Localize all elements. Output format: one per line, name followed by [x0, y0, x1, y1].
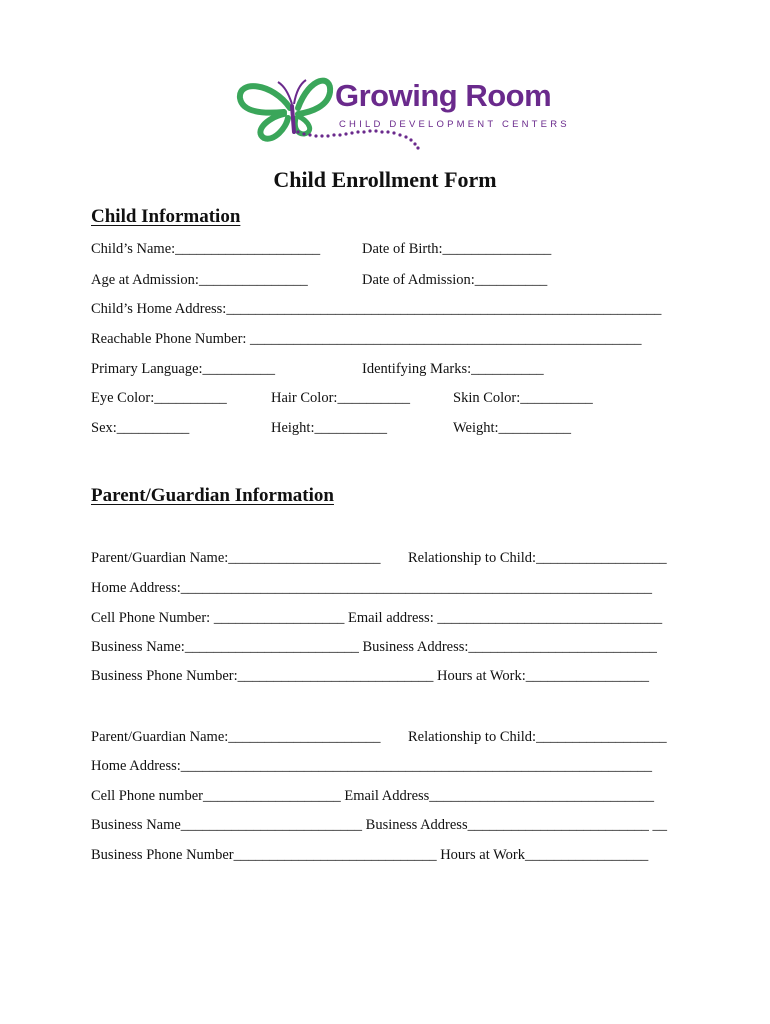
guardian1-home-address-field[interactable]: Home Address:_________________________________________________________________ [91, 580, 653, 596]
child-home-address-field[interactable]: Child’s Home Address:____________________________________________________________ [91, 301, 662, 317]
skin-color-field[interactable]: Skin Color:__________ [453, 390, 593, 406]
guardian1-name-field[interactable]: Parent/Guardian Name:_____________________ [91, 550, 381, 566]
guardian1-business-field[interactable]: Business Name:________________________ Business Address:__________________________ [91, 639, 657, 655]
guardian1-cell-email-field[interactable]: Cell Phone Number: __________________ Email address: _______________________________ [91, 610, 663, 626]
guardian2-business-field[interactable]: Business Name_________________________ Business Address_________________________ __ [91, 817, 667, 833]
guardian2-cell-email-field[interactable]: Cell Phone number___________________ Email Address_______________________________ [91, 788, 655, 804]
sex-field[interactable]: Sex:__________ [91, 420, 190, 436]
reachable-phone-field[interactable]: Reachable Phone Number: ______________________________________________________ [91, 331, 642, 347]
page-title: Child Enrollment Form [273, 167, 497, 192]
guardian2-relationship-field[interactable]: Relationship to Child:__________________ [408, 729, 667, 745]
child-info-heading: Child Information [91, 206, 241, 227]
parent-info-heading: Parent/Guardian Information [91, 485, 334, 506]
logo-name: Growing Room [335, 78, 552, 113]
date-of-birth-field[interactable]: Date of Birth:_______________ [362, 241, 552, 257]
weight-field[interactable]: Weight:__________ [453, 420, 572, 436]
eye-color-field[interactable]: Eye Color:__________ [91, 390, 227, 406]
child-name-field[interactable]: Child’s Name:____________________ [91, 241, 321, 257]
date-of-admission-field[interactable]: Date of Admission:__________ [362, 272, 548, 288]
age-at-admission-field[interactable]: Age at Admission:_______________ [91, 272, 308, 288]
identifying-marks-field[interactable]: Identifying Marks:__________ [362, 361, 544, 377]
guardian1-relationship-field[interactable]: Relationship to Child:__________________ [408, 550, 667, 566]
guardian1-business-phone-field[interactable]: Business Phone Number:___________________________ Hours at Work:_________________ [91, 668, 650, 684]
height-field[interactable]: Height:__________ [271, 420, 387, 436]
hair-color-field[interactable]: Hair Color:__________ [271, 390, 410, 406]
guardian2-name-field[interactable]: Parent/Guardian Name:_____________________ [91, 729, 381, 745]
logo-tagline: CHILD DEVELOPMENT CENTERS [339, 119, 570, 130]
guardian2-business-phone-field[interactable]: Business Phone Number____________________________ Hours at Work_________________ [91, 847, 649, 863]
guardian2-home-address-field[interactable]: Home Address:_________________________________________________________________ [91, 758, 653, 774]
primary-language-field[interactable]: Primary Language:__________ [91, 361, 276, 377]
